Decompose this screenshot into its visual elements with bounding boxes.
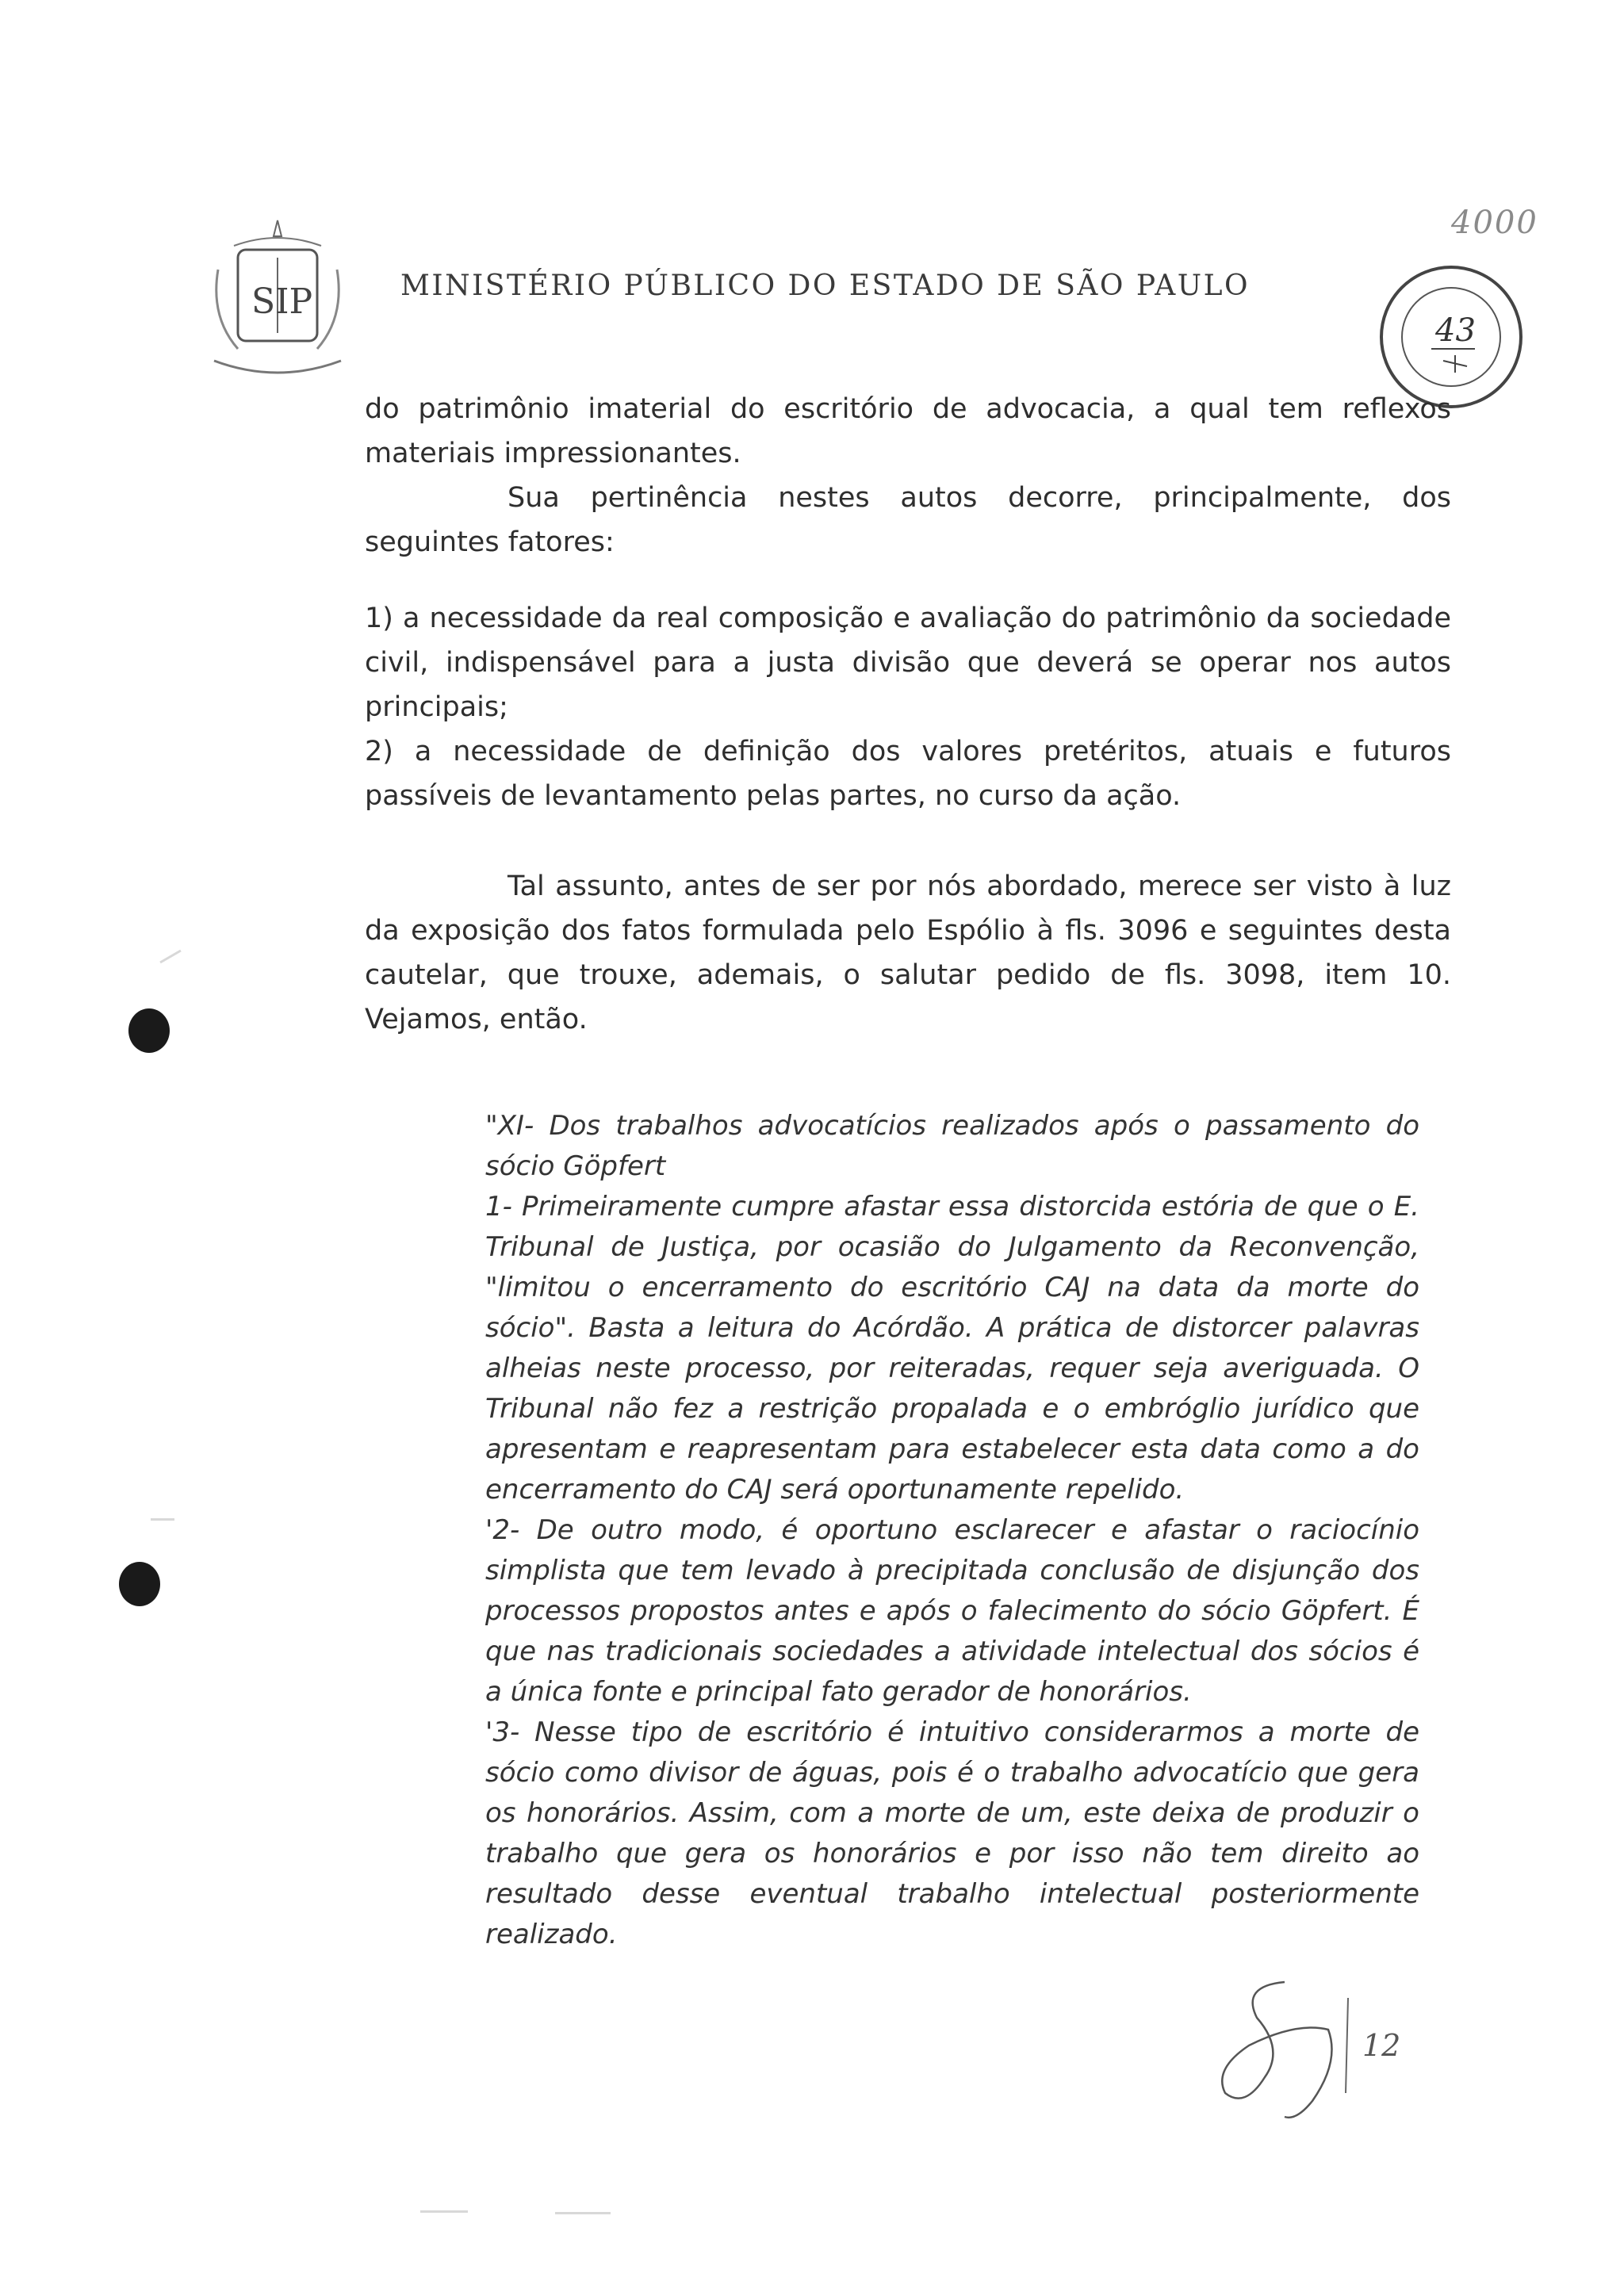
quote-heading: "XI- Dos trabalhos advocatícios realizados após o passamento do sócio Göpfert — [485, 1110, 1419, 1182]
scan-mark — [151, 1518, 174, 1521]
list-item-1: 1) a necessidade da real composição e avaliação do patrimônio da sociedade civil, indispensável para a justa divisão que deverá se operar nos autos principais; — [365, 603, 1451, 723]
seal-letters: SIP — [251, 281, 313, 322]
list-item-2: 2) a necessidade de definição dos valores pretéritos, atuais e futuros passíveis de levantamento pelas partes, no curso da ação. — [365, 736, 1451, 812]
signature-mark — [1209, 1974, 1352, 2125]
institution-title: MINISTÉRIO PÚBLICO DO ESTADO DE SÃO PAULO — [400, 270, 1251, 302]
quote-point-3: '3- Nesse tipo de escritório é intuitivo considerarmos a morte de sócio como divisor de águas, pois é o trabalho advocatício que gera os honorários. Assim, com a morte de um, este deixa de produzir o trabalho que gera os honorários e por isso não tem direito ao resultado desse eventual trabalho intelectual posteriormente realizado. — [485, 1716, 1419, 1950]
paragraph-subject: Tal assunto, antes de ser por nós abordado, merece ser visto à luz da exposição dos fatos formulada pelo Espólio à fls. 3096 e seguintes desta cautelar, que trouxe, ademais, o salutar pedido de fls. 3098, item 10. Vejamos, então. — [365, 871, 1451, 1035]
quote-point-2: '2- De outro modo, é oportuno esclarecer e afastar o raciocínio simplista que tem levado à precipitada conclusão de disjunção dos processos propostos antes e após o falecimento do sócio Göpfert. É que nas tradicionais sociedades a atividade intelectual dos sócios é a única fonte e principal fato gerador de honorários. — [485, 1514, 1419, 1708]
scan-mark — [420, 2210, 468, 2213]
scan-mark — [159, 950, 181, 964]
handwritten-page-code: 4000 — [1451, 205, 1538, 241]
coat-of-arms-seal — [202, 214, 353, 381]
paragraph-pertinence: Sua pertinência nestes autos decorre, principalmente, dos seguintes fatores: — [365, 482, 1451, 558]
page-number: 12 — [1362, 2028, 1401, 2063]
punch-hole-bottom — [119, 1562, 160, 1606]
scan-mark — [555, 2212, 611, 2214]
paragraph-intro: do patrimônio imaterial do escritório de advocacia, a qual tem reflexos materiais impressionantes. — [365, 393, 1451, 469]
quoted-excerpt — [485, 1106, 1419, 1955]
stamp-number: 43 — [1435, 312, 1476, 349]
punch-hole-top — [128, 1008, 170, 1053]
quote-point-1: 1- Primeiramente cumpre afastar essa distorcida estória de que o E. Tribunal de Justiça, por ocasião do Julgamento da Reconvenção, "limitou o encerramento do escritório CAJ na data da morte do sócio". Basta a leitura do Acórdão. A prática de distorcer palavras alheias neste processo, por reiteradas, requer seja averiguada. O Tribunal não fez a restrição propalada e o embróglio jurídico que apresentam e reapresentam para estabelecer esta data como a do encerramento do CAJ será oportunamente repelido. — [485, 1191, 1419, 1506]
document-body — [365, 387, 1451, 1042]
